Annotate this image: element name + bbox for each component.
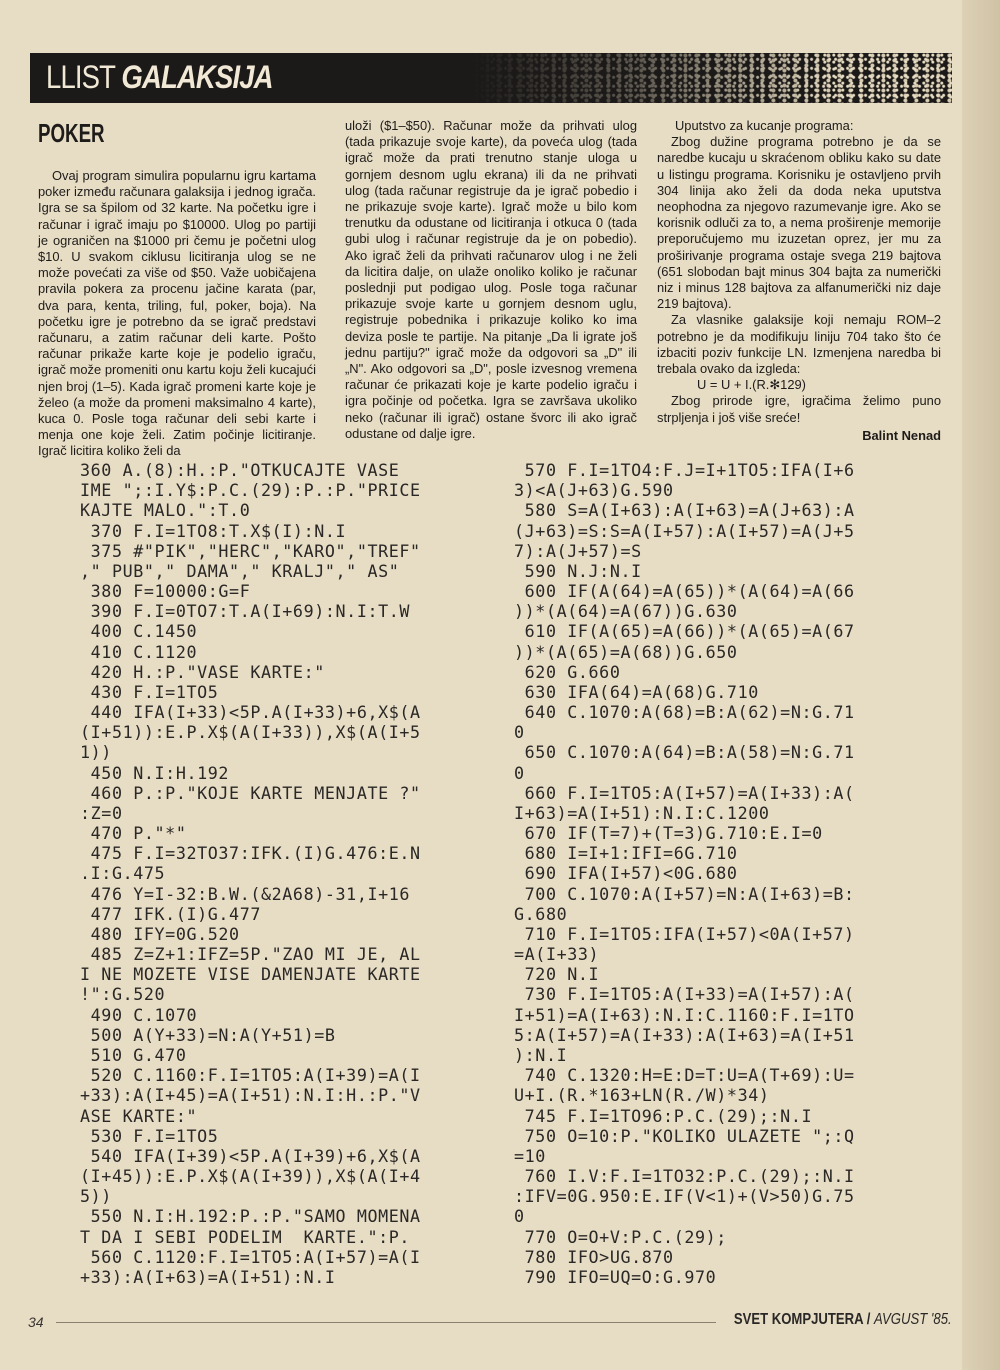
code-line: G.680 bbox=[514, 903, 568, 924]
page-number: 34 bbox=[28, 1314, 44, 1330]
code-line: ASE KARTE:" bbox=[80, 1105, 198, 1126]
code-line: 730 F.I=1TO5:A(I+33)=A(I+57):A( bbox=[514, 984, 855, 1005]
typing-instructions-heading: Uputstvo za kucanje programa: bbox=[675, 118, 854, 133]
code-line: 760 I.V:F.I=1TO32:P.C.(29);:N.I bbox=[514, 1166, 855, 1187]
code-line: 510 G.470 bbox=[80, 1044, 187, 1065]
code-line: 690 IFA(I+57)<0G.680 bbox=[514, 863, 738, 884]
code-line: :IFV=0G.950:E.IF(V<1)+(V>50)G.75 bbox=[514, 1186, 855, 1207]
code-line: 640 C.1070:A(68)=B:A(62)=N:G.71 bbox=[514, 702, 855, 723]
code-line: 470 P."*" bbox=[80, 823, 187, 844]
code-line: 477 IFK.(I)G.477 bbox=[80, 903, 261, 924]
code-line: 0 bbox=[514, 722, 525, 743]
code-line: 480 IFY=0G.520 bbox=[80, 923, 240, 944]
program-listing-right bbox=[514, 460, 855, 1287]
article-column-1 bbox=[38, 118, 316, 460]
code-line: 430 F.I=1TO5 bbox=[80, 681, 219, 702]
code-line: 790 IFO=UQ=O:G.970 bbox=[514, 1266, 717, 1287]
code-line: 620 G.660 bbox=[514, 661, 621, 682]
code-line: 380 F=10000:G=F bbox=[80, 581, 251, 602]
code-line: 460 P.:P."KOJE KARTE MENJATE ?" bbox=[80, 782, 421, 803]
banner-title bbox=[46, 59, 273, 96]
code-line: 630 IFA(64)=A(68)G.710 bbox=[514, 681, 759, 702]
code-line: 770 O=O+V:P.C.(29); bbox=[514, 1226, 727, 1247]
code-line: 650 C.1070:A(64)=B:A(58)=N:G.71 bbox=[514, 742, 855, 763]
code-line: 710 F.I=1TO5:IFA(I+57)<0A(I+57) bbox=[514, 923, 855, 944]
code-line: 520 C.1160:F.I=1TO5:A(I+39)=A(I bbox=[80, 1065, 421, 1086]
code-line: 7):A(J+57)=S bbox=[514, 540, 642, 561]
code-line: 475 F.I=32TO37:IFK.(I)G.476:E.N bbox=[80, 843, 421, 864]
modified-statement: U = U + I.(R.✻129) bbox=[697, 377, 806, 393]
code-line: 580 S=A(I+63):A(I+63)=A(J+63):A bbox=[514, 500, 855, 521]
code-line: KAJTE MALO.":T.0 bbox=[80, 500, 251, 521]
code-line: ))*(A(65)=A(68))G.650 bbox=[514, 641, 738, 662]
code-line: 745 F.I=1TO96:P.C.(29);:N.I bbox=[514, 1105, 813, 1126]
code-line: =10 bbox=[514, 1145, 546, 1166]
page-edge bbox=[962, 0, 1000, 1370]
author-name: Balint Nenad bbox=[862, 427, 941, 443]
code-line: =A(I+33) bbox=[514, 944, 600, 965]
banner-title-galaksija: GALAKSIJA bbox=[121, 59, 273, 95]
code-line: 570 F.I=1TO4:F.J=I+1TO5:IFA(I+6 bbox=[514, 460, 855, 480]
code-line: 1)) bbox=[80, 742, 112, 763]
code-line: .I:G.475 bbox=[80, 863, 166, 884]
code-line: 590 N.J:N.I bbox=[514, 560, 642, 581]
article-paragraph: Zbog prirode igre, igračima želimo puno strpljenja i još više sreće! bbox=[657, 393, 941, 425]
code-line: 440 IFA(I+33)<5P.A(I+33)+6,X$(A bbox=[80, 702, 421, 723]
code-line: I NE MOZETE VISE DAMENJATE KARTE bbox=[80, 964, 421, 985]
code-line: ," PUB"," DAMA"," KRALJ"," AS" bbox=[80, 560, 400, 581]
code-line: !":G.520 bbox=[80, 984, 166, 1005]
code-line: :Z=0 bbox=[80, 802, 123, 823]
banner-title-prefix: LLIST bbox=[46, 59, 122, 95]
program-listing-left bbox=[80, 460, 421, 1287]
code-line: ))*(A(64)=A(67))G.630 bbox=[514, 601, 738, 622]
code-line: 550 N.I:H.192:P.:P."SAMO MOMENA bbox=[80, 1206, 421, 1227]
code-line: 660 F.I=1TO5:A(I+57)=A(I+33):A( bbox=[514, 782, 855, 803]
code-line: 370 F.I=1TO8:T.X$(I):N.I bbox=[80, 520, 347, 541]
code-line: 400 C.1450 bbox=[80, 621, 198, 642]
article-paragraph: Za vlasnike galaksije koji nemaju ROM–2 potrebno je da modifikuju liniju 704 tako što će izbaciti poziv funkcije LN. Izmenjena naredba bi trebala ovako da izgleda: bbox=[657, 312, 941, 377]
section-banner bbox=[30, 53, 952, 103]
code-line: 0 bbox=[514, 1206, 525, 1227]
code-line: 450 N.I:H.192 bbox=[80, 762, 230, 783]
code-line: 420 H.:P."VASE KARTE:" bbox=[80, 661, 325, 682]
code-line: (I+45)):E.P.X$(A(I+39)),X$(A(I+4 bbox=[80, 1166, 421, 1187]
article-column-3 bbox=[657, 118, 941, 444]
article-paragraph: Ovaj program simulira popularnu igru kartama poker između računara galaksija i jednog igrača. Igra se sa špilom od 32 karte. Na početku igre i računar i igrač imaju po $10000. Ulog po partiji je ograničen na $1000 pri čemu je početni ulog $10. U svakom ciklusu licitiranja ulog se ne može povećati za više od $50. Važe uobičajena pravila pokera za procenu jačine karata (par, dva para, kenta, triling, ful, poker, boja). Na početku igre je potrebno da se igrač predstavi računaru, a zatim računar deli karte. Pošto računar prikaže karte koje je podelio igraču, igrač može promeniti onu kartu koju želi kucajući njen broj (1–5). Kada igrač promeni karte koje je želeo (a može da promeni maksimalno 4 karte), kuca 0. Posle toga računar deli sebi karte i menja one koje želi. Zatim počinje licitiranje. Igrač licitira koliko želi da bbox=[38, 168, 316, 459]
issue-date: AVGUST '85. bbox=[874, 1311, 952, 1328]
code-line: 720 N.I bbox=[514, 964, 600, 985]
code-line: U+I.(R.*163+LN(R./W)*34) bbox=[514, 1085, 770, 1106]
magazine-name: SVET KOMPJUTERA / bbox=[734, 1311, 875, 1328]
code-line: 360 A.(8):H.:P."OTKUCAJTE VASE bbox=[80, 460, 400, 480]
code-line: ):N.I bbox=[514, 1044, 568, 1065]
code-line: 740 C.1320:H=E:D=T:U=A(T+69):U= bbox=[514, 1065, 855, 1086]
code-line: T DA I SEBI PODELIM KARTE.":P. bbox=[80, 1226, 411, 1247]
code-line: 476 Y=I-32:B.W.(&2A68)-31,I+16 bbox=[80, 883, 411, 904]
article-title: POKER bbox=[38, 118, 105, 148]
code-line: 5)) bbox=[80, 1186, 112, 1207]
code-line: +33):A(I+45)=A(I+51):N.I:H.:P."V bbox=[80, 1085, 421, 1106]
code-line: 500 A(Y+33)=N:A(Y+51)=B bbox=[80, 1024, 336, 1045]
code-line: 750 O=10:P."KOLIKO ULAZETE ";:Q bbox=[514, 1125, 855, 1146]
article-paragraph: Zbog dužine programa potrebno je da se naredbe kucaju u skraćenom obliku kako su date u listingu programa. Korisniku je ostavljeno prvih 304 linija ako želi da doda neka uputstva neophodna za njegovo razumevanje igre. Ako se korisnik odluči za to, a nema proširenje memorije preporučujemo mu izuzetan oprez, jer mu za proširivanje programa ostaje svega 219 bajtova (651 slobodan bajt minus 304 bajta za numerički niz i minus 128 bajtova za alfanumerički niz daje 219 bajtova). bbox=[657, 134, 941, 312]
magazine-footer bbox=[734, 1311, 952, 1329]
code-line: 610 IF(A(65)=A(66))*(A(65)=A(67 bbox=[514, 621, 855, 642]
code-line: 5:A(I+57)=A(I+33):A(I+63)=A(I+51 bbox=[514, 1024, 855, 1045]
footer-rule bbox=[56, 1322, 716, 1323]
code-line: I+63)=A(I+51):N.I:C.1200 bbox=[514, 802, 770, 823]
code-line: 410 C.1120 bbox=[80, 641, 198, 662]
code-line: I+51)=A(I+63):N.I:C.1160:F.I=1TO bbox=[514, 1004, 855, 1025]
code-line: (J+63)=S:S=A(I+57):A(I+57)=A(J+5 bbox=[514, 520, 855, 541]
code-line: 600 IF(A(64)=A(65))*(A(64)=A(66 bbox=[514, 581, 855, 602]
code-line: 700 C.1070:A(I+57)=N:A(I+63)=B: bbox=[514, 883, 855, 904]
article-column-2 bbox=[345, 118, 637, 442]
code-line: IME ";:I.Y$:P.C.(29):P.:P."PRICE bbox=[80, 480, 421, 501]
code-line: 670 IF(T=7)+(T=3)G.710:E.I=0 bbox=[514, 823, 823, 844]
code-line: 780 IFO>UG.870 bbox=[514, 1246, 674, 1267]
code-line: 3)<A(J+63)G.590 bbox=[514, 480, 674, 501]
code-line: 680 I=I+1:IFI=6G.710 bbox=[514, 843, 738, 864]
code-line: 540 IFA(I+39)<5P.A(I+39)+6,X$(A bbox=[80, 1145, 421, 1166]
code-line: 390 F.I=0TO7:T.A(I+69):N.I:T.W bbox=[80, 601, 411, 622]
code-line: 490 C.1070 bbox=[80, 1004, 198, 1025]
code-line: (I+51)):E.P.X$(A(I+33)),X$(A(I+5 bbox=[80, 722, 421, 743]
article-paragraph: uloži ($1–$50). Računar može da prihvati ulog (tada prikazuje svoje karte), da poveća ulog (tada igrač može da prati trenutno stanje uloga u gornjem desnom uglu ekrana) ili da ne prihvati ulog (tada računar registruje da je igrač pobedio i ne prikazuje svoje karte). Igrač može u bilo kom trenutku da odustane od licitiranja i otkuca 0 (tada gubi ulog i računar registruje da je on pobedio). Ako igrač želi da prihvati računarov ulog i ne želi da licitira dalje, on ulaže onoliko koliko je računar poslednji put podigao ulog. Posle toga računar prikazuje svoje karte u gornjem desnom uglu, registruje pobednika i prikazuje koliko ko ima deviza posle te partije. Na pitanje „Da li igrate još jednu partiju?" igrač može da odgovori sa „D" ili „N". Ako odgovori sa „D", posle izvesnog vremena računar će prikazati koje je karte podelio igraču i igra počinje od početka. Igra se završava ukoliko neko (računar ili igrač) ostane švorc ili ako igrač odustane od dalje igre. bbox=[345, 118, 637, 441]
banner-halftone bbox=[472, 53, 952, 103]
code-line: 530 F.I=1TO5 bbox=[80, 1125, 219, 1146]
code-line: +33):A(I+63)=A(I+51):N.I bbox=[80, 1266, 336, 1287]
code-line: 485 Z=Z+1:IFZ=5P."ZAO MI JE, AL bbox=[80, 944, 421, 965]
code-line: 560 C.1120:F.I=1TO5:A(I+57)=A(I bbox=[80, 1246, 421, 1267]
code-line: 375 #"PIK","HERC","KARO","TREF" bbox=[80, 540, 421, 561]
code-line: 0 bbox=[514, 762, 525, 783]
